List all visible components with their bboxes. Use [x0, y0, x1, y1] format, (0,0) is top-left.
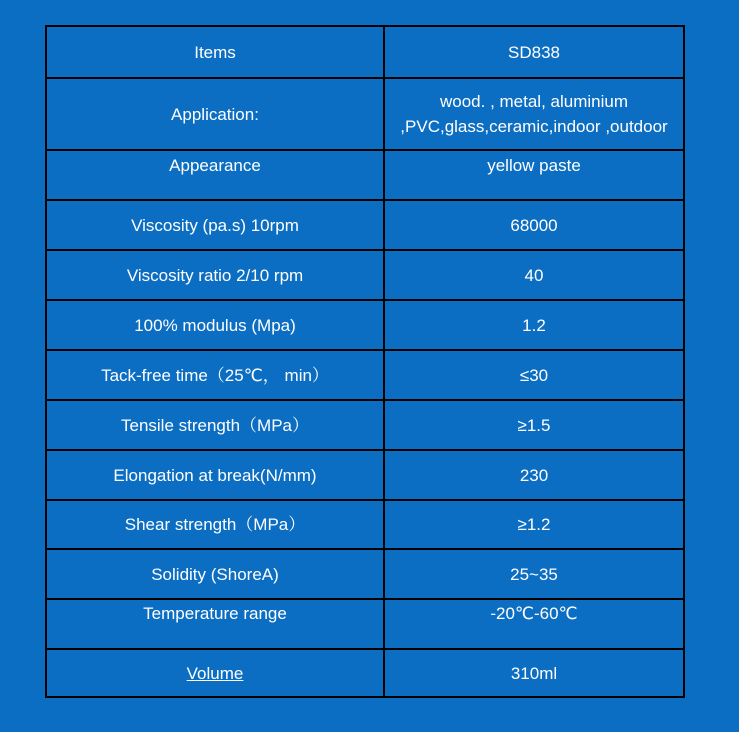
table-row: [46, 500, 684, 549]
row-value: -20℃-60℃: [384, 599, 684, 649]
table-row: [46, 549, 684, 599]
row-label: Appearance: [46, 150, 384, 200]
table-row: [46, 649, 684, 697]
table-row: [46, 350, 684, 400]
row-value: ≥1.5: [384, 400, 684, 450]
row-value: 310ml: [384, 649, 684, 697]
row-value: wood. , metal, aluminium ,PVC,glass,ceramic,indoor ,outdoor: [384, 78, 684, 150]
row-value: ≥1.2: [384, 500, 684, 549]
row-label: Viscosity ratio 2/10 rpm: [46, 250, 384, 300]
row-value: 230: [384, 450, 684, 500]
spec-table: [45, 25, 685, 698]
row-label: Temperature range: [46, 599, 384, 649]
row-label: Viscosity (pa.s) 10rpm: [46, 200, 384, 250]
table-row: [46, 250, 684, 300]
row-value: 25~35: [384, 549, 684, 599]
table-row: [46, 150, 684, 200]
row-label: Tack-free time（25℃， min）: [46, 350, 384, 400]
row-label: Elongation at break(N/mm): [46, 450, 384, 500]
header-product-cell: SD838: [384, 26, 684, 78]
header-items-cell: Items: [46, 26, 384, 78]
row-value: ≤30: [384, 350, 684, 400]
row-value: 40: [384, 250, 684, 300]
table-row: [46, 450, 684, 500]
row-label: Tensile strength（MPa）: [46, 400, 384, 450]
row-label: Shear strength（MPa）: [46, 500, 384, 549]
table-header-row: [46, 26, 684, 78]
row-label: Application:: [46, 78, 384, 150]
row-value: 1.2: [384, 300, 684, 350]
row-label: Solidity (ShoreA): [46, 549, 384, 599]
volume-label: Volume: [186, 663, 244, 683]
table-row: [46, 300, 684, 350]
row-label: 100% modulus (Mpa): [46, 300, 384, 350]
table-row: [46, 78, 684, 150]
row-value: yellow paste: [384, 150, 684, 200]
row-label: [46, 649, 384, 697]
row-value: 68000: [384, 200, 684, 250]
table-row: [46, 400, 684, 450]
table-row: [46, 200, 684, 250]
table-row: [46, 599, 684, 649]
